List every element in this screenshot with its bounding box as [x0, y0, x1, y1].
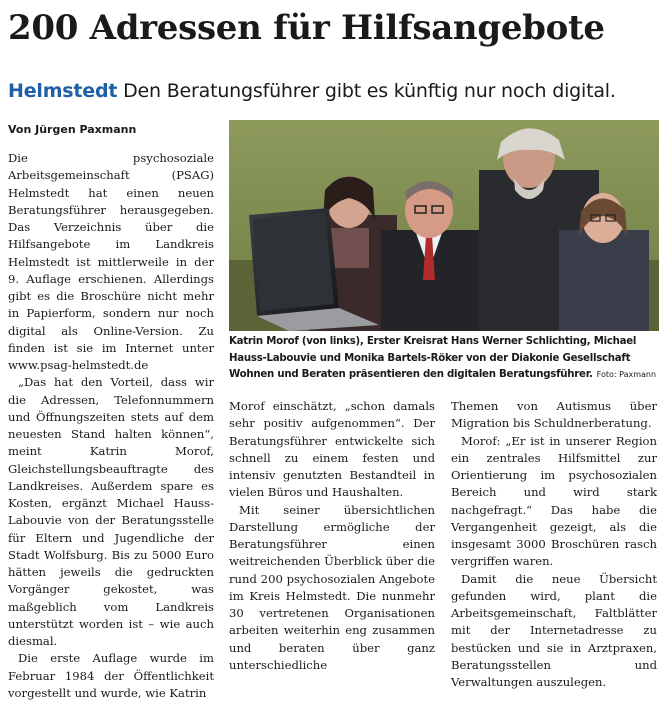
photo-credit: Foto: Paxmann	[596, 370, 657, 379]
paragraph: Themen von Autismus über Migration bis Schuldnerberatung.	[451, 399, 657, 431]
photo-caption	[229, 334, 661, 384]
byline: Von Jürgen Paxmann	[8, 123, 137, 136]
body-column-2	[229, 398, 435, 670]
paragraph: Damit die neue Übersicht gefunden wird, plant die Arbeitsgemeinschaft, Faltblätter mit der Internetadresse zu bestücken und sie in Arztpraxen, Beratungsstellen und Verwaltungen auszulegen.	[451, 571, 657, 689]
article-photo	[229, 120, 659, 331]
paragraph: Die erste Auflage wurde im Februar 1984 der Öffentlichkeit vorgestellt und wurde, wie Katrin	[8, 651, 214, 700]
headline: 200 Adressen für Hilfsangebote	[8, 8, 605, 48]
paragraph: Mit seiner übersichtlichen Darstellung ermögliche der Beratungsführer einen weitreichenden Überblick über die rund 200 psychosozialen Angebote im Kreis Helmstedt. Die nunmehr 30 vertretenen Organisationen arbeiten weiterhin eng zusammen und beraten über ganz unterschiedliche	[229, 502, 435, 672]
caption-text: Katrin Morof (von links), Erster Kreisrat Hans Werner Schlichting, Michael Hauss-Labouvie und Monika Bartels-Röker von der Diakonie Gesellschaft Wohnen und Beraten präsentieren den digitalen Beratungsführer.	[229, 336, 637, 380]
paragraph: Die psychosoziale Arbeitsgemeinschaft (PSAG) Helmstedt hat einen neuen Beratungsführer herausgegeben. Das Verzeichnis über die Hilfsangebote im Landkreis Helmstedt ist mittlerweile in der 9. Auflage erschienen. Allerdings gibt es die Broschüre nicht mehr in Papierform, sondern nur noch digital als Online-Version. Zu finden ist sie im Internet unter www.psag-helmstedt.de	[8, 151, 214, 372]
paragraph: Morof einschätzt, „schon damals sehr positiv aufgenommen“. Der Beratungsführer entwickelte sich schnell zu einem festen und intensiv genutzten Bestandteil in vielen Büros und Haushalten.	[229, 399, 435, 500]
subheadline-text: Den Beratungsführer gibt es künftig nur noch digital.	[123, 80, 616, 102]
body-column-3	[451, 398, 657, 689]
location-label: Helmstedt	[8, 80, 118, 102]
paragraph: Morof: „Er ist in unserer Region ein zentrales Hilfsmittel zur Orientierung im psychosozialen Bereich und wird stark nachgefragt.“ Das habe die Vergangenheit gezeigt, als die insgesamt 3000 Broschüren rasch vergriffen waren.	[451, 433, 657, 569]
photo-people-illustration	[229, 120, 659, 331]
body-column-1	[8, 150, 214, 700]
subheadline	[8, 78, 658, 104]
paragraph: „Das hat den Vorteil, dass wir die Adressen, Telefonnummern und Öffnungszeiten stets auf dem neuesten Stand halten können“, meint Katrin Morof, Gleichstellungsbeauftragte des Landkreises. Außerdem spare es Kosten, ergänzt Michael Hauss-Labouvie von der Beratungsstelle für Eltern und Jugendliche der Stadt Wolfsburg. Bis zu 5000 Euro hätten jeweils die gedruckten Vorgänger gekostet, was maßgeblich vom Landkreis unterstützt worden ist – wie auch diesmal.	[8, 375, 214, 648]
